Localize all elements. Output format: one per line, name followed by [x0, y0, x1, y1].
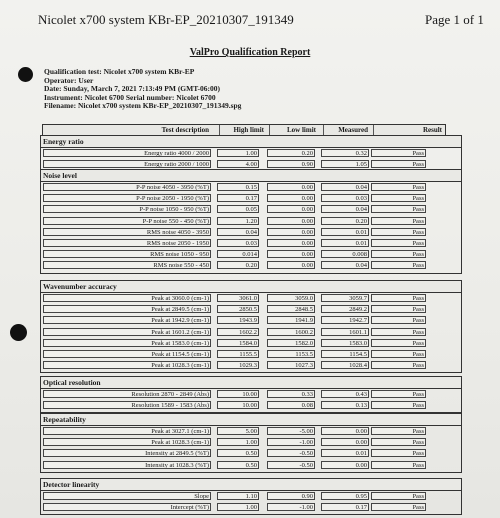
table-row [41, 448, 461, 458]
measured-value-cell: 0.01 [321, 239, 369, 247]
high-limit-cell: 1943.9 [217, 316, 259, 324]
info-filename: Filename: Nicolet x700 system KBr-EP_20210307_191349.spg [44, 101, 242, 111]
table-row [41, 491, 461, 501]
high-limit-cell: 1155.5 [217, 350, 259, 358]
measured-value-cell: 0.20 [321, 217, 369, 225]
report-title [0, 47, 500, 58]
table-row [41, 238, 461, 248]
measured-value-cell: 1601.1 [321, 328, 369, 336]
high-limit-cell: 0.20 [217, 261, 259, 269]
table-row [41, 426, 461, 436]
measured-value-cell: 0.95 [321, 492, 369, 500]
result-cell: Pass [371, 149, 426, 157]
binder-hole-icon [18, 67, 33, 82]
section-rows [40, 425, 462, 473]
high-limit-cell: 1.00 [217, 503, 259, 511]
low-limit-cell: 0.90 [267, 492, 315, 500]
low-limit-cell: 0.00 [267, 261, 315, 269]
table-row [41, 315, 461, 325]
measured-value-cell: 0.13 [321, 401, 369, 409]
low-limit-cell: 0.00 [267, 183, 315, 191]
column-header-high-limit: High limit [219, 125, 267, 135]
table-row [41, 159, 461, 169]
table-row [41, 204, 461, 214]
low-limit-cell: 0.00 [267, 205, 315, 213]
result-cell: Pass [371, 160, 426, 168]
low-limit-cell: 0.00 [267, 228, 315, 236]
measured-value-cell: 1028.4 [321, 361, 369, 369]
test-description-cell: Peak at 2849.5 (cm-1) [43, 305, 211, 313]
result-cell: Pass [371, 461, 426, 469]
table-row [41, 349, 461, 359]
test-description-cell: RMS noise 2050 - 1950 [43, 239, 211, 247]
table-row [41, 437, 461, 447]
low-limit-cell: 1941.9 [267, 316, 315, 324]
test-description-cell: Peak at 3060.0 (cm-1) [43, 294, 211, 302]
column-header-result: Result [373, 125, 445, 135]
high-limit-cell: 0.50 [217, 449, 259, 457]
section-title: Repeatability [43, 415, 86, 424]
test-description-cell: Intensity at 2849.5 (%T) [43, 449, 211, 457]
measured-value-cell: 0.03 [321, 194, 369, 202]
result-cell: Pass [371, 205, 426, 213]
low-limit-cell: 0.20 [267, 149, 315, 157]
test-description-cell: Resolution 1589 - 1583 (Abs) [43, 401, 211, 409]
test-description-cell: P-P noise 2050 - 1950 (%T) [43, 194, 211, 202]
low-limit-cell: 0.00 [267, 239, 315, 247]
result-cell: Pass [371, 503, 426, 511]
test-description-cell: Slope [43, 492, 211, 500]
result-cell: Pass [371, 250, 426, 258]
measured-value-cell: 0.04 [321, 261, 369, 269]
test-description-cell: P-P noise 1050 - 950 (%T) [43, 205, 211, 213]
table-row [41, 148, 461, 158]
low-limit-cell: 0.00 [267, 217, 315, 225]
measured-value-cell: 0.17 [321, 503, 369, 511]
section-title: Optical resolution [43, 378, 101, 387]
measured-value-cell: 0.04 [321, 205, 369, 213]
low-limit-cell: 0.00 [267, 194, 315, 202]
high-limit-cell: 0.05 [217, 205, 259, 213]
high-limit-cell: 2850.5 [217, 305, 259, 313]
test-description-cell: RMS noise 1050 - 950 [43, 250, 211, 258]
test-description-cell: Peak at 3027.1 (cm-1) [43, 427, 211, 435]
low-limit-cell: 0.08 [267, 401, 315, 409]
section-title: Detector linearity [43, 480, 100, 489]
low-limit-cell: 0.90 [267, 160, 315, 168]
low-limit-cell: 3059.0 [267, 294, 315, 302]
low-limit-cell: -0.50 [267, 449, 315, 457]
measured-value-cell: 0.00 [321, 427, 369, 435]
measured-value-cell: 1583.0 [321, 339, 369, 347]
info-date: Date: Sunday, March 7, 2021 7:13:49 PM (GMT-06:00) [44, 84, 221, 94]
measured-value-cell: 0.43 [321, 390, 369, 398]
table-row [41, 227, 461, 237]
page-number: Page 1 of 1 [425, 12, 484, 27]
section-title: Energy ratio [43, 137, 84, 146]
section-title: Noise level [43, 171, 77, 180]
result-cell: Pass [371, 438, 426, 446]
result-cell: Pass [371, 361, 426, 369]
result-cell: Pass [371, 427, 426, 435]
table-row [41, 360, 461, 370]
section-rows [40, 181, 462, 274]
high-limit-cell: 1.20 [217, 217, 259, 225]
result-cell: Pass [371, 328, 426, 336]
column-header-low-limit: Low limit [269, 125, 319, 135]
section-rows [40, 490, 462, 515]
high-limit-cell: 0.50 [217, 461, 259, 469]
high-limit-cell: 0.15 [217, 183, 259, 191]
result-cell: Pass [371, 316, 426, 324]
measured-value-cell: 3059.7 [321, 294, 369, 302]
test-description-cell: Intercept (%T) [43, 503, 211, 511]
info-operator: Operator: User [44, 75, 94, 85]
measured-value-cell: 0.00 [321, 461, 369, 469]
test-description-cell: Energy ratio 4000 / 2000 [43, 149, 211, 157]
section-rows [40, 388, 462, 413]
measured-value-cell: 0.008 [321, 250, 369, 258]
result-cell: Pass [371, 217, 426, 225]
info-instrument: Instrument: Nicolet 6700 Serial number: Nicolet 6700 [44, 92, 216, 102]
measured-value-cell: 1.05 [321, 160, 369, 168]
table-row [41, 293, 461, 303]
result-cell: Pass [371, 294, 426, 302]
high-limit-cell: 1584.0 [217, 339, 259, 347]
result-cell: Pass [371, 183, 426, 191]
low-limit-cell: 0.00 [267, 250, 315, 258]
measured-value-cell: 0.04 [321, 183, 369, 191]
low-limit-cell: -5.00 [267, 427, 315, 435]
test-description-cell: Peak at 1583.0 (cm-1) [43, 339, 211, 347]
binder-hole-icon [10, 324, 27, 341]
high-limit-cell: 10.00 [217, 401, 259, 409]
high-limit-cell: 1.10 [217, 492, 259, 500]
measured-value-cell: 2849.2 [321, 305, 369, 313]
column-header-description: Test description [161, 126, 209, 134]
test-description-cell: Peak at 1601.2 (cm-1) [43, 328, 211, 336]
result-cell: Pass [371, 390, 426, 398]
measured-value-cell: 0.01 [321, 228, 369, 236]
result-cell: Pass [371, 228, 426, 236]
high-limit-cell: 0.03 [217, 239, 259, 247]
table-row [41, 502, 461, 512]
table-row [41, 389, 461, 399]
measured-value-cell: 0.32 [321, 149, 369, 157]
result-cell: Pass [371, 261, 426, 269]
section-rows [40, 292, 462, 373]
high-limit-cell: 4.00 [217, 160, 259, 168]
low-limit-cell: 1153.5 [267, 350, 315, 358]
table-row [41, 304, 461, 314]
qualification-info [44, 68, 241, 111]
high-limit-cell: 1.00 [217, 149, 259, 157]
result-cell: Pass [371, 401, 426, 409]
result-cell: Pass [371, 339, 426, 347]
test-description-cell: Peak at 1154.5 (cm-1) [43, 350, 211, 358]
result-cell: Pass [371, 492, 426, 500]
test-description-cell: Peak at 1028.3 (cm-1) [43, 438, 211, 446]
document-header-title: Nicolet x700 system KBr-EP_20210307_191349 [38, 12, 294, 27]
table-row [41, 400, 461, 410]
low-limit-cell: 1600.2 [267, 328, 315, 336]
result-cell: Pass [371, 305, 426, 313]
low-limit-cell: -1.00 [267, 438, 315, 446]
test-description-cell: RMS noise 550 - 450 [43, 261, 211, 269]
table-row [41, 327, 461, 337]
measured-value-cell: 0.01 [321, 449, 369, 457]
test-description-cell: Peak at 1028.3 (cm-1) [43, 361, 211, 369]
table-row [41, 193, 461, 203]
high-limit-cell: 1.00 [217, 438, 259, 446]
info-test: Qualification test: Nicolet x700 system KBr-EP [44, 67, 195, 76]
result-cell: Pass [371, 239, 426, 247]
test-description-cell: Resolution 2870 - 2849 (Abs) [43, 390, 211, 398]
low-limit-cell: 1582.0 [267, 339, 315, 347]
high-limit-cell: 0.17 [217, 194, 259, 202]
test-description-cell: Peak at 1942.9 (cm-1) [43, 316, 211, 324]
high-limit-cell: 5.00 [217, 427, 259, 435]
section-title: Wavenumber accuracy [43, 282, 117, 291]
table-row [41, 216, 461, 226]
high-limit-cell: 1602.2 [217, 328, 259, 336]
table-row [41, 460, 461, 470]
high-limit-cell: 1029.3 [217, 361, 259, 369]
column-header-measured: Measured [323, 125, 371, 135]
high-limit-cell: 3061.0 [217, 294, 259, 302]
measured-value-cell: 1154.5 [321, 350, 369, 358]
low-limit-cell: -1.00 [267, 503, 315, 511]
report-title-text: ValPro Qualification Report [189, 47, 311, 58]
test-description-cell: P-P noise 550 - 450 (%T) [43, 217, 211, 225]
table-row [41, 182, 461, 192]
result-cell: Pass [371, 449, 426, 457]
test-description-cell: P-P noise 4050 - 3950 (%T) [43, 183, 211, 191]
result-cell: Pass [371, 350, 426, 358]
low-limit-cell: 2848.5 [267, 305, 315, 313]
measured-value-cell: 1942.7 [321, 316, 369, 324]
high-limit-cell: 0.014 [217, 250, 259, 258]
measured-value-cell: 0.00 [321, 438, 369, 446]
low-limit-cell: -0.50 [267, 461, 315, 469]
low-limit-cell: 1027.3 [267, 361, 315, 369]
test-description-cell: Intensity at 1028.3 (%T) [43, 461, 211, 469]
high-limit-cell: 10.00 [217, 390, 259, 398]
table-row [41, 249, 461, 259]
test-description-cell: RMS noise 4050 - 3950 [43, 228, 211, 236]
low-limit-cell: 0.33 [267, 390, 315, 398]
high-limit-cell: 0.04 [217, 228, 259, 236]
table-row [41, 260, 461, 270]
test-description-cell: Energy ratio 2000 / 1000 [43, 160, 211, 168]
result-cell: Pass [371, 194, 426, 202]
table-row [41, 338, 461, 348]
